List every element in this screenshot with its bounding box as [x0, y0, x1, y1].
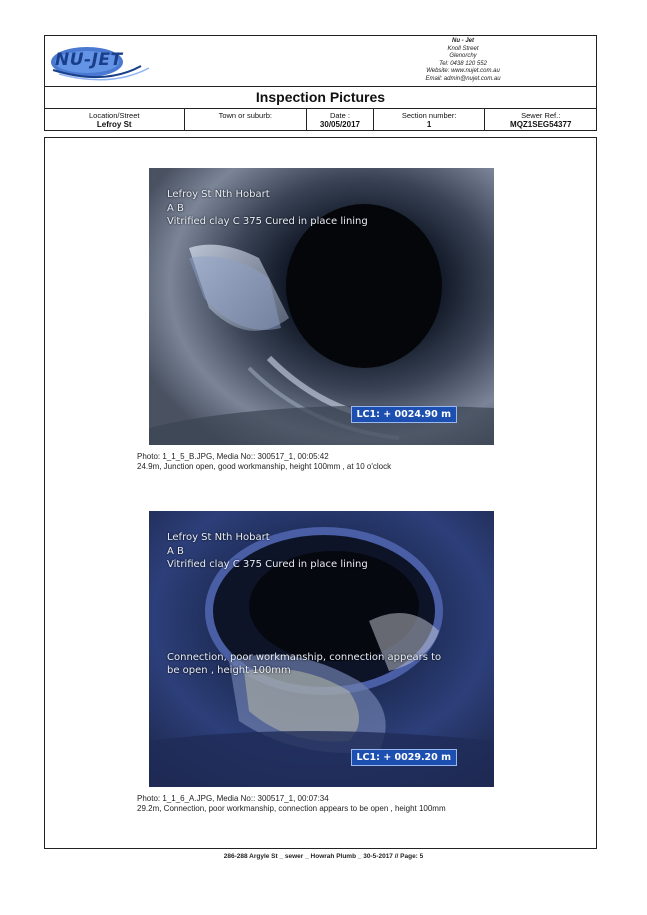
location-value: Lefroy St [96, 120, 132, 129]
caption-file-info: Photo: 1_1_6_A.JPG, Media No:: 300517_1, 00:07:34 [137, 794, 329, 803]
caption-file-info: Photo: 1_1_5_B.JPG, Media No:: 300517_1, 00:05:42 [137, 452, 329, 461]
pictures-content [44, 137, 597, 849]
distance-readout: LC1: + 0024.90 m [351, 406, 458, 423]
overlay-pipe-type: Vitrified clay C 375 Cured in place lining [167, 216, 368, 227]
sewer-ref-cell [485, 109, 596, 131]
sewer-ref-label: Sewer Ref.: [521, 111, 561, 120]
date-value: 30/05/2017 [319, 120, 360, 129]
company-details [388, 38, 538, 84]
company-name: Nu - Jet [451, 38, 474, 44]
date-label: Date : [329, 111, 350, 120]
town-cell [185, 109, 308, 131]
overlay-nodes: A B [167, 545, 184, 557]
company-email: Email: admin@nujet.com.au [425, 75, 501, 82]
company-suburb: Glenorchy [449, 53, 477, 60]
photo-caption-2 [137, 794, 446, 814]
town-label: Town or suburb: [218, 111, 272, 120]
overlay-street: Lefroy St Nth Hobart [167, 532, 270, 543]
overlay-observation-note: Connection, poor workmanship, connection appears to be open , height 100mm [167, 652, 442, 676]
location-cell [45, 109, 185, 131]
location-label: Location/Street [89, 111, 140, 120]
inspection-photo-1 [149, 168, 494, 445]
distance-readout: LC1: + 0029.20 m [351, 749, 458, 766]
company-tel: Tel: 0438 120 552 [439, 60, 487, 67]
company-street: Knoll Street [447, 45, 479, 52]
section-cell [374, 109, 486, 131]
inspection-photo-2 [149, 511, 494, 787]
caption-observation: 29.2m, Connection, poor workmanship, connection appears to be open , height 100mm [137, 804, 446, 813]
logo-text: NU-JET [55, 50, 123, 70]
photo-overlay-text [167, 188, 368, 229]
overlay-pipe-type: Vitrified clay C 375 Cured in place lining [167, 559, 368, 570]
inspection-info-row [45, 109, 596, 131]
report-header [44, 35, 597, 131]
section-value: 1 [426, 120, 432, 129]
company-website: Website: www.nujet.com.au [426, 68, 500, 75]
caption-observation: 24.9m, Junction open, good workmanship, height 100mm , at 10 o'clock [137, 462, 392, 471]
date-cell [307, 109, 374, 131]
page-footer: 286-288 Argyle St _ sewer _ Howrah Plumb _ 30-5-2017 // Page: 5 [223, 853, 424, 860]
sewer-ref-value: MQZ1SEG54377 [510, 120, 572, 129]
page-title: Inspection Pictures [45, 86, 596, 109]
section-label: Section number: [401, 111, 457, 120]
overlay-street: Lefroy St Nth Hobart [167, 189, 270, 200]
company-logo [45, 36, 165, 88]
overlay-nodes: A B [167, 202, 184, 214]
photo-overlay-text [167, 531, 368, 572]
photo-caption-1 [137, 452, 391, 472]
